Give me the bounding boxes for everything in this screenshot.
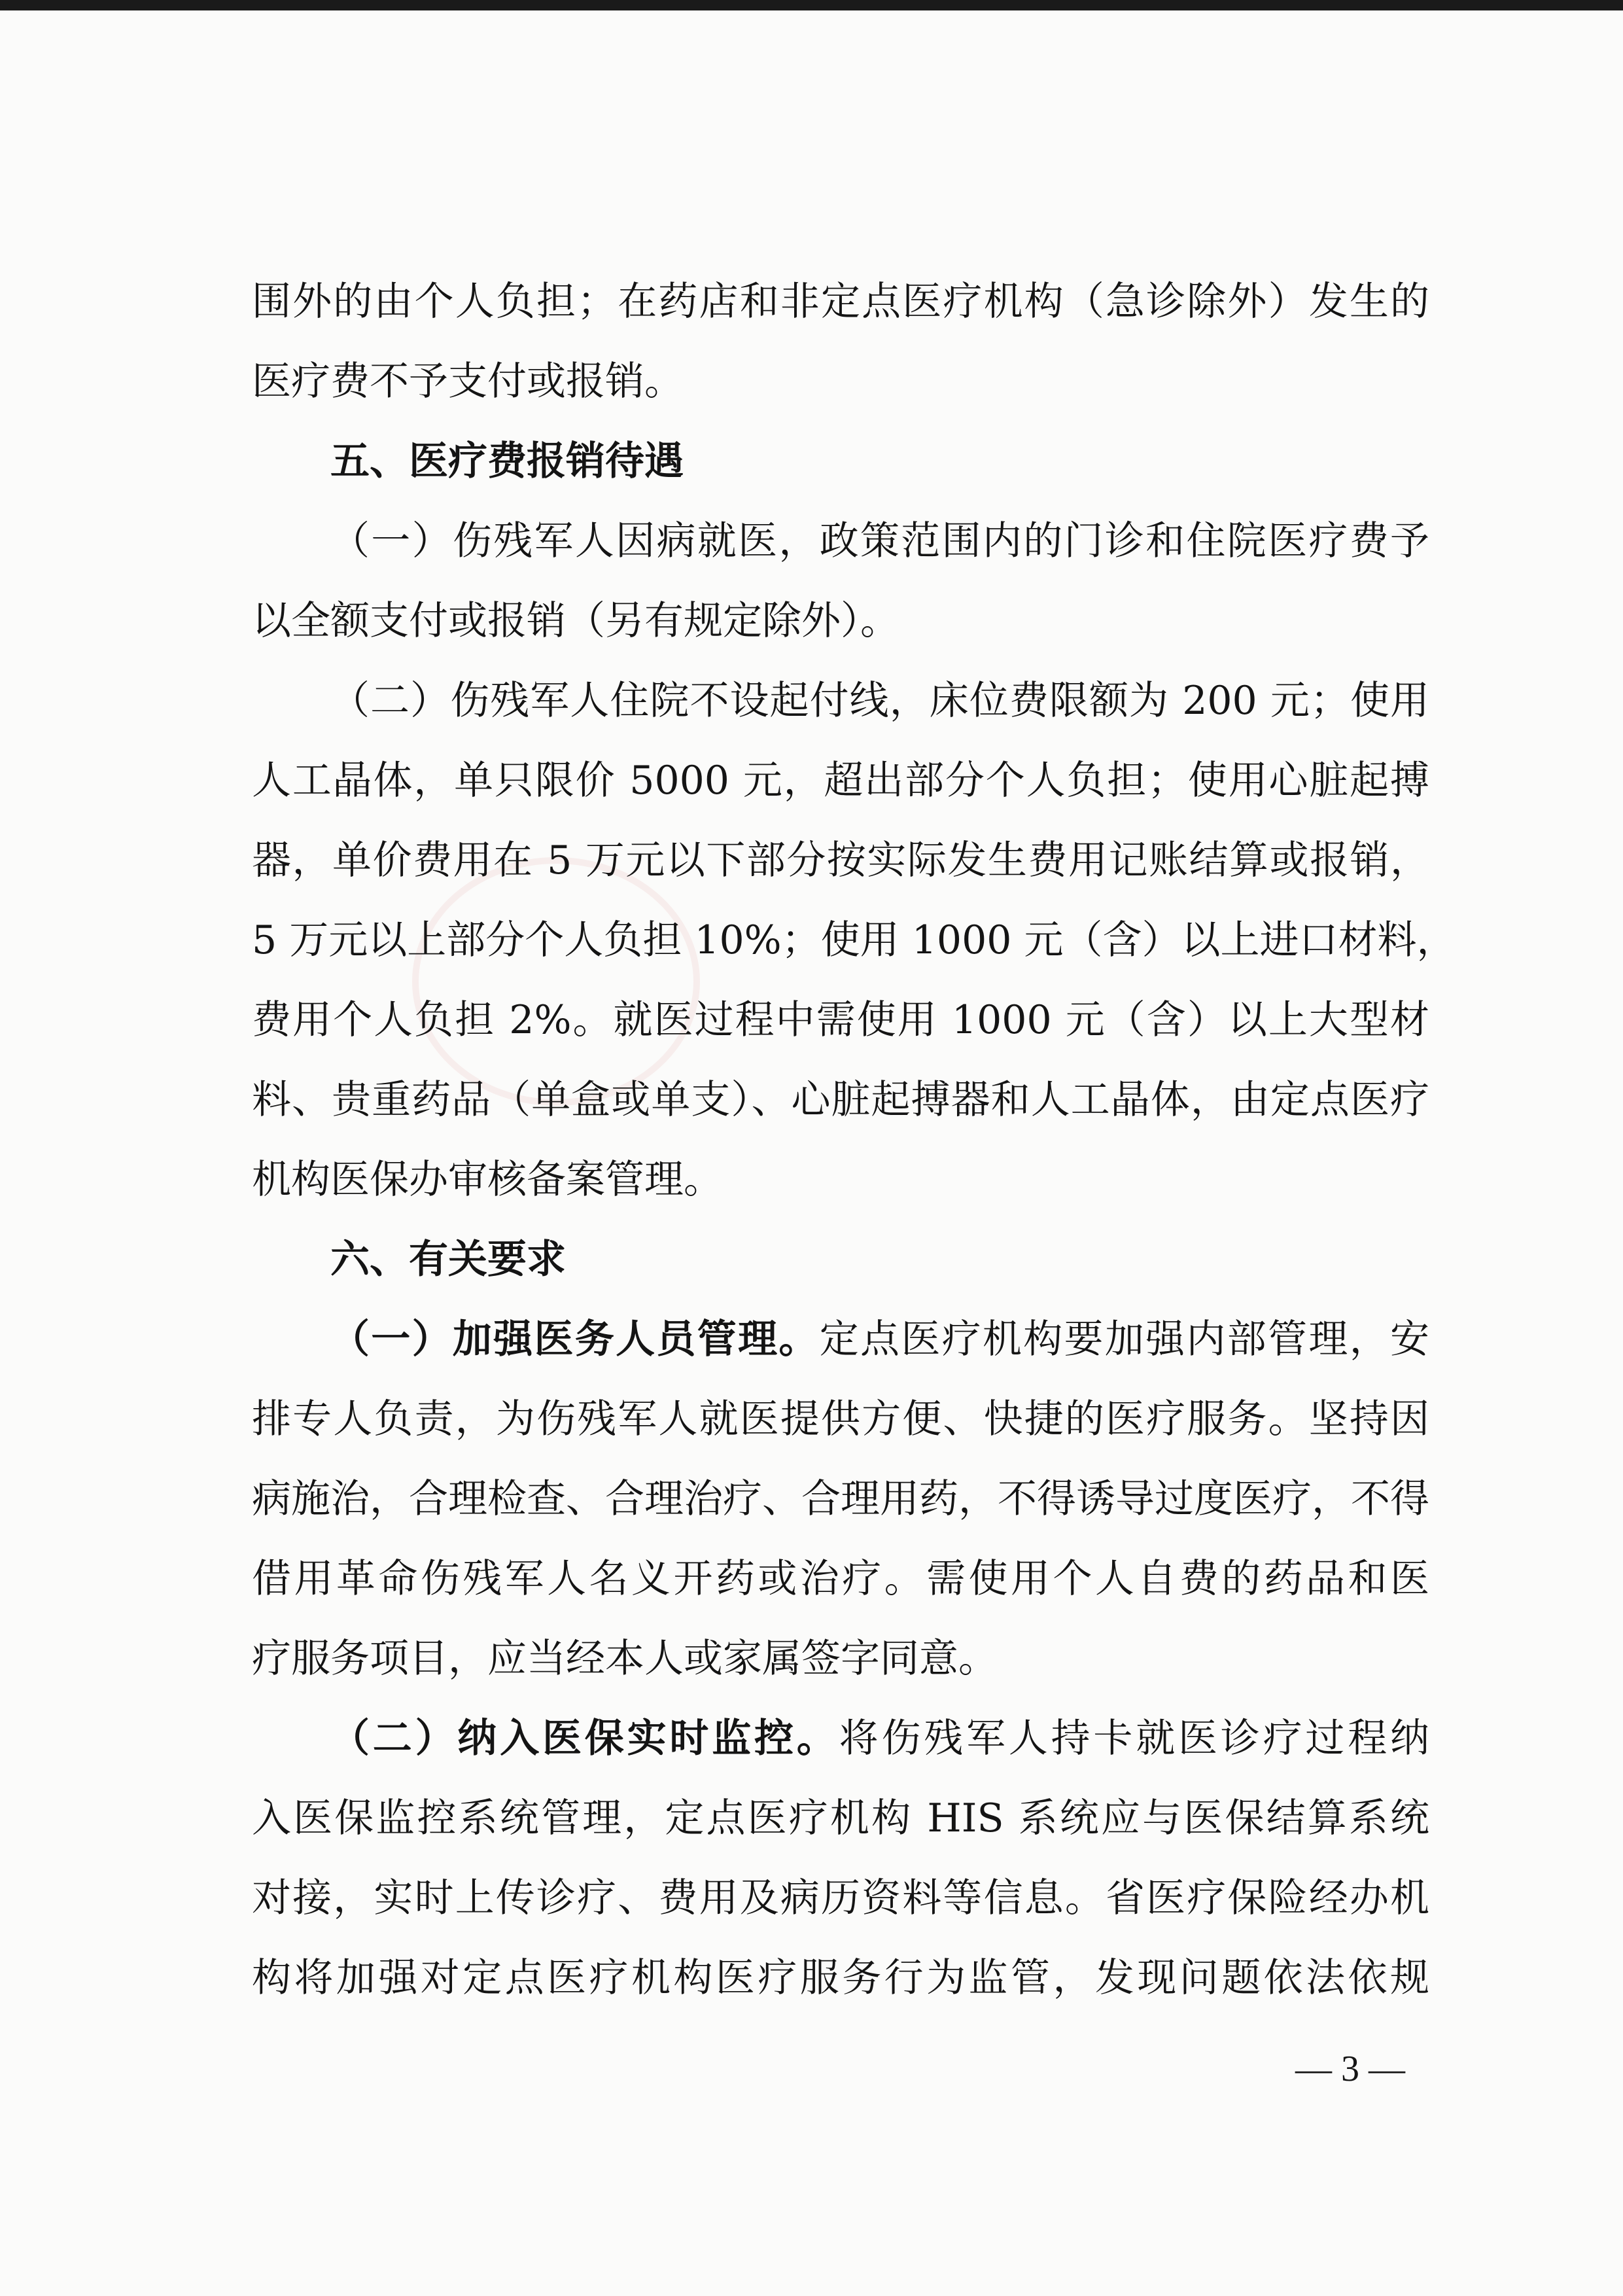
text-line: 费用个人负担 2%。就医过程中需使用 1000 元（含）以上大型材 <box>252 997 1429 1043</box>
text-line: 围外的由个人负担；在药店和非定点医疗机构（急诊除外）发生的 <box>252 279 1429 325</box>
paragraph-line <box>252 1699 1429 1778</box>
text-line: 病施治，合理检查、合理治疗、合理用药，不得诱导过度医疗，不得 <box>252 1476 1429 1522</box>
paragraph-text: 定点医疗机构要加强内部管理，安 <box>819 1316 1430 1362</box>
paragraph-subheading: （二）纳入医保实时监控。 <box>330 1716 839 1761</box>
paragraph-line <box>252 1299 1429 1379</box>
text-line: 对接，实时上传诊疗、费用及病历资料等信息。省医疗保险经办机 <box>252 1875 1429 1921</box>
text-line: 医疗费不予支付或报销。 <box>252 359 684 404</box>
text-line: 借用革命伤残军人名义开药或治疗。需使用个人自费的药品和医 <box>252 1556 1429 1602</box>
text-line: 机构医保办审核备案管理。 <box>252 1157 723 1203</box>
text-line: （一）伤残军人因病就医，政策范围内的门诊和住院医疗费予 <box>330 518 1429 564</box>
text-line: 排专人负责，为伤残军人就医提供方便、快捷的医疗服务。坚持因 <box>252 1396 1429 1442</box>
text-line: 入医保监控系统管理，定点医疗机构 HIS 系统应与医保结算系统 <box>252 1795 1429 1841</box>
text-line: 料、贵重药品（单盒或单支）、心脏起搏器和人工晶体，由定点医疗 <box>252 1077 1429 1123</box>
document-body <box>252 262 1456 2018</box>
scan-top-border <box>0 0 1623 10</box>
text-line: 以全额支付或报销（另有规定除外）。 <box>252 598 899 644</box>
section-heading: 六、有关要求 <box>330 1237 566 1282</box>
page-number: — 3 — <box>1295 2049 1405 2089</box>
text-line: （二）伤残军人住院不设起付线，床位费限额为 200 元；使用 <box>330 678 1429 724</box>
text-line: 构将加强对定点医疗机构医疗服务行为监管，发现问题依法依规 <box>252 1955 1429 2001</box>
text-line: 5 万元以上部分个人负担 10%；使用 1000 元（含）以上进口材料， <box>252 917 1456 963</box>
text-line: 器，单价费用在 5 万元以下部分按实际发生费用记账结算或报销， <box>252 838 1429 883</box>
section-heading: 五、医疗费报销待遇 <box>330 438 684 484</box>
paragraph-text: 将伤残军人持卡就医诊疗过程纳 <box>839 1716 1430 1761</box>
text-line: 人工晶体，单只限价 5000 元，超出部分个人负担；使用心脏起搏 <box>252 758 1429 804</box>
paragraph-subheading: （一）加强医务人员管理。 <box>330 1316 820 1362</box>
text-line: 疗服务项目，应当经本人或家属签字同意。 <box>252 1636 998 1682</box>
